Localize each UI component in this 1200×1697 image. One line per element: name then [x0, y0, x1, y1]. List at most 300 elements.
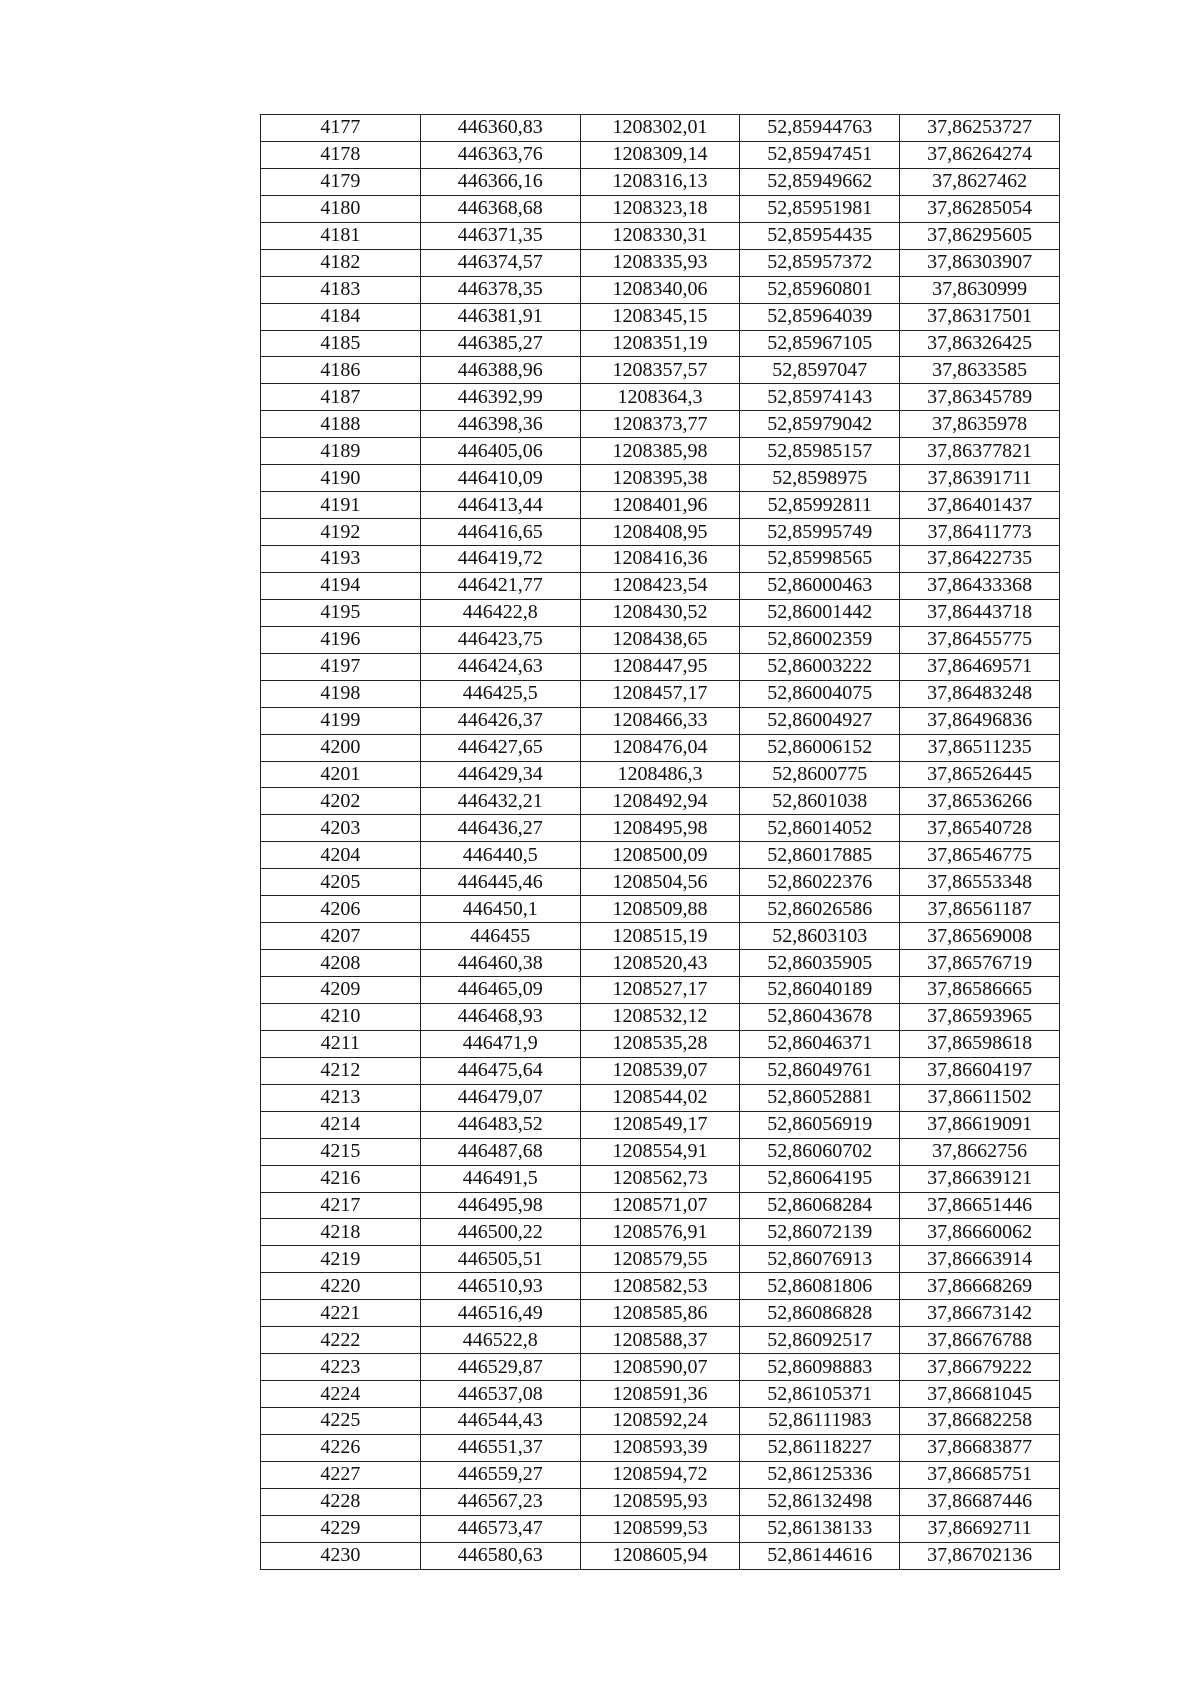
latitude-cell: 52,85992811 — [740, 492, 900, 519]
y-coordinate-cell: 1208544,02 — [580, 1084, 740, 1111]
longitude-cell: 37,86687446 — [900, 1488, 1060, 1515]
latitude-cell: 52,85979042 — [740, 411, 900, 438]
y-coordinate-cell: 1208373,77 — [580, 411, 740, 438]
table-row — [261, 1515, 1060, 1542]
longitude-cell: 37,86469571 — [900, 653, 1060, 680]
longitude-cell: 37,86576719 — [900, 950, 1060, 977]
x-coordinate-cell: 446416,65 — [420, 519, 580, 546]
x-coordinate-cell: 446426,37 — [420, 707, 580, 734]
x-coordinate-cell: 446427,65 — [420, 734, 580, 761]
longitude-cell: 37,86604197 — [900, 1057, 1060, 1084]
longitude-cell: 37,86496836 — [900, 707, 1060, 734]
x-coordinate-cell: 446559,27 — [420, 1461, 580, 1488]
table-row — [261, 1111, 1060, 1138]
table-row — [261, 1138, 1060, 1165]
y-coordinate-cell: 1208430,52 — [580, 599, 740, 626]
x-coordinate-cell: 446544,43 — [420, 1408, 580, 1435]
y-coordinate-cell: 1208316,13 — [580, 168, 740, 195]
point-number-cell: 4192 — [261, 519, 421, 546]
y-coordinate-cell: 1208520,43 — [580, 950, 740, 977]
latitude-cell: 52,85964039 — [740, 303, 900, 330]
x-coordinate-cell: 446450,1 — [420, 896, 580, 923]
table-row — [261, 653, 1060, 680]
y-coordinate-cell: 1208340,06 — [580, 276, 740, 303]
y-coordinate-cell: 1208302,01 — [580, 115, 740, 142]
latitude-cell: 52,8598975 — [740, 465, 900, 492]
point-number-cell: 4199 — [261, 707, 421, 734]
table-row — [261, 1003, 1060, 1030]
point-number-cell: 4189 — [261, 438, 421, 465]
x-coordinate-cell: 446475,64 — [420, 1057, 580, 1084]
y-coordinate-cell: 1208532,12 — [580, 1003, 740, 1030]
x-coordinate-cell: 446471,9 — [420, 1030, 580, 1057]
table-row — [261, 1354, 1060, 1381]
point-number-cell: 4194 — [261, 572, 421, 599]
table-row — [261, 1165, 1060, 1192]
point-number-cell: 4230 — [261, 1542, 421, 1569]
y-coordinate-cell: 1208585,86 — [580, 1300, 740, 1327]
y-coordinate-cell: 1208495,98 — [580, 815, 740, 842]
y-coordinate-cell: 1208590,07 — [580, 1354, 740, 1381]
table-row — [261, 923, 1060, 950]
y-coordinate-cell: 1208385,98 — [580, 438, 740, 465]
coordinates-table-body — [261, 115, 1060, 1570]
x-coordinate-cell: 446436,27 — [420, 815, 580, 842]
point-number-cell: 4214 — [261, 1111, 421, 1138]
latitude-cell: 52,85949662 — [740, 168, 900, 195]
table-row — [261, 1381, 1060, 1408]
x-coordinate-cell: 446460,38 — [420, 950, 580, 977]
longitude-cell: 37,86663914 — [900, 1246, 1060, 1273]
point-number-cell: 4184 — [261, 303, 421, 330]
x-coordinate-cell: 446537,08 — [420, 1381, 580, 1408]
point-number-cell: 4190 — [261, 465, 421, 492]
y-coordinate-cell: 1208395,38 — [580, 465, 740, 492]
latitude-cell: 52,86111983 — [740, 1408, 900, 1435]
x-coordinate-cell: 446465,09 — [420, 977, 580, 1004]
y-coordinate-cell: 1208535,28 — [580, 1030, 740, 1057]
x-coordinate-cell: 446487,68 — [420, 1138, 580, 1165]
longitude-cell: 37,86673142 — [900, 1300, 1060, 1327]
y-coordinate-cell: 1208335,93 — [580, 249, 740, 276]
table-row — [261, 572, 1060, 599]
longitude-cell: 37,86683877 — [900, 1434, 1060, 1461]
latitude-cell: 52,85974143 — [740, 384, 900, 411]
point-number-cell: 4196 — [261, 626, 421, 653]
latitude-cell: 52,86040189 — [740, 977, 900, 1004]
table-row — [261, 1408, 1060, 1435]
point-number-cell: 4217 — [261, 1192, 421, 1219]
longitude-cell: 37,86546775 — [900, 842, 1060, 869]
x-coordinate-cell: 446567,23 — [420, 1488, 580, 1515]
table-row — [261, 438, 1060, 465]
longitude-cell: 37,86253727 — [900, 115, 1060, 142]
y-coordinate-cell: 1208554,91 — [580, 1138, 740, 1165]
latitude-cell: 52,8600775 — [740, 761, 900, 788]
point-number-cell: 4221 — [261, 1300, 421, 1327]
table-row — [261, 1219, 1060, 1246]
longitude-cell: 37,86511235 — [900, 734, 1060, 761]
longitude-cell: 37,86679222 — [900, 1354, 1060, 1381]
longitude-cell: 37,86553348 — [900, 869, 1060, 896]
table-row — [261, 384, 1060, 411]
table-row — [261, 1488, 1060, 1515]
x-coordinate-cell: 446516,49 — [420, 1300, 580, 1327]
longitude-cell: 37,86685751 — [900, 1461, 1060, 1488]
latitude-cell: 52,86068284 — [740, 1192, 900, 1219]
point-number-cell: 4183 — [261, 276, 421, 303]
x-coordinate-cell: 446366,16 — [420, 168, 580, 195]
point-number-cell: 4228 — [261, 1488, 421, 1515]
longitude-cell: 37,8662756 — [900, 1138, 1060, 1165]
x-coordinate-cell: 446510,93 — [420, 1273, 580, 1300]
table-row — [261, 546, 1060, 573]
table-row — [261, 734, 1060, 761]
table-row — [261, 1030, 1060, 1057]
y-coordinate-cell: 1208309,14 — [580, 141, 740, 168]
latitude-cell: 52,8597047 — [740, 357, 900, 384]
point-number-cell: 4198 — [261, 680, 421, 707]
table-row — [261, 357, 1060, 384]
longitude-cell: 37,86326425 — [900, 330, 1060, 357]
x-coordinate-cell: 446495,98 — [420, 1192, 580, 1219]
point-number-cell: 4188 — [261, 411, 421, 438]
point-number-cell: 4216 — [261, 1165, 421, 1192]
longitude-cell: 37,86561187 — [900, 896, 1060, 923]
y-coordinate-cell: 1208592,24 — [580, 1408, 740, 1435]
table-row — [261, 141, 1060, 168]
point-number-cell: 4215 — [261, 1138, 421, 1165]
latitude-cell: 52,86017885 — [740, 842, 900, 869]
longitude-cell: 37,86285054 — [900, 195, 1060, 222]
table-row — [261, 1246, 1060, 1273]
table-row — [261, 1192, 1060, 1219]
longitude-cell: 37,86668269 — [900, 1273, 1060, 1300]
latitude-cell: 52,86076913 — [740, 1246, 900, 1273]
x-coordinate-cell: 446378,35 — [420, 276, 580, 303]
y-coordinate-cell: 1208345,15 — [580, 303, 740, 330]
x-coordinate-cell: 446468,93 — [420, 1003, 580, 1030]
x-coordinate-cell: 446445,46 — [420, 869, 580, 896]
latitude-cell: 52,86004927 — [740, 707, 900, 734]
latitude-cell: 52,86144616 — [740, 1542, 900, 1569]
table-row — [261, 896, 1060, 923]
y-coordinate-cell: 1208582,53 — [580, 1273, 740, 1300]
point-number-cell: 4182 — [261, 249, 421, 276]
x-coordinate-cell: 446425,5 — [420, 680, 580, 707]
x-coordinate-cell: 446429,34 — [420, 761, 580, 788]
table-row — [261, 707, 1060, 734]
latitude-cell: 52,86092517 — [740, 1327, 900, 1354]
latitude-cell: 52,85985157 — [740, 438, 900, 465]
latitude-cell: 52,85954435 — [740, 222, 900, 249]
longitude-cell: 37,86303907 — [900, 249, 1060, 276]
longitude-cell: 37,86433368 — [900, 572, 1060, 599]
latitude-cell: 52,86052881 — [740, 1084, 900, 1111]
latitude-cell: 52,85947451 — [740, 141, 900, 168]
y-coordinate-cell: 1208562,73 — [580, 1165, 740, 1192]
y-coordinate-cell: 1208595,93 — [580, 1488, 740, 1515]
latitude-cell: 52,86125336 — [740, 1461, 900, 1488]
table-row — [261, 411, 1060, 438]
longitude-cell: 37,86401437 — [900, 492, 1060, 519]
point-number-cell: 4181 — [261, 222, 421, 249]
latitude-cell: 52,85995749 — [740, 519, 900, 546]
table-row — [261, 303, 1060, 330]
table-row — [261, 977, 1060, 1004]
table-row — [261, 492, 1060, 519]
table-row — [261, 1300, 1060, 1327]
x-coordinate-cell: 446374,57 — [420, 249, 580, 276]
latitude-cell: 52,86098883 — [740, 1354, 900, 1381]
latitude-cell: 52,86086828 — [740, 1300, 900, 1327]
x-coordinate-cell: 446423,75 — [420, 626, 580, 653]
latitude-cell: 52,85960801 — [740, 276, 900, 303]
longitude-cell: 37,86676788 — [900, 1327, 1060, 1354]
y-coordinate-cell: 1208492,94 — [580, 788, 740, 815]
latitude-cell: 52,86118227 — [740, 1434, 900, 1461]
table-row — [261, 519, 1060, 546]
table-row — [261, 1434, 1060, 1461]
latitude-cell: 52,8603103 — [740, 923, 900, 950]
latitude-cell: 52,85967105 — [740, 330, 900, 357]
table-row — [261, 168, 1060, 195]
x-coordinate-cell: 446405,06 — [420, 438, 580, 465]
longitude-cell: 37,86586665 — [900, 977, 1060, 1004]
longitude-cell: 37,86455775 — [900, 626, 1060, 653]
x-coordinate-cell: 446422,8 — [420, 599, 580, 626]
latitude-cell: 52,86002359 — [740, 626, 900, 653]
latitude-cell: 52,86003222 — [740, 653, 900, 680]
table-row — [261, 1084, 1060, 1111]
x-coordinate-cell: 446413,44 — [420, 492, 580, 519]
y-coordinate-cell: 1208408,95 — [580, 519, 740, 546]
y-coordinate-cell: 1208539,07 — [580, 1057, 740, 1084]
y-coordinate-cell: 1208364,3 — [580, 384, 740, 411]
y-coordinate-cell: 1208401,96 — [580, 492, 740, 519]
y-coordinate-cell: 1208576,91 — [580, 1219, 740, 1246]
table-row — [261, 222, 1060, 249]
y-coordinate-cell: 1208330,31 — [580, 222, 740, 249]
point-number-cell: 4211 — [261, 1030, 421, 1057]
y-coordinate-cell: 1208504,56 — [580, 869, 740, 896]
table-row — [261, 115, 1060, 142]
longitude-cell: 37,86422735 — [900, 546, 1060, 573]
longitude-cell: 37,86569008 — [900, 923, 1060, 950]
table-row — [261, 599, 1060, 626]
latitude-cell: 52,86000463 — [740, 572, 900, 599]
x-coordinate-cell: 446440,5 — [420, 842, 580, 869]
longitude-cell: 37,86692711 — [900, 1515, 1060, 1542]
longitude-cell: 37,86483248 — [900, 680, 1060, 707]
y-coordinate-cell: 1208416,36 — [580, 546, 740, 573]
y-coordinate-cell: 1208515,19 — [580, 923, 740, 950]
point-number-cell: 4206 — [261, 896, 421, 923]
point-number-cell: 4227 — [261, 1461, 421, 1488]
point-number-cell: 4187 — [261, 384, 421, 411]
longitude-cell: 37,8633585 — [900, 357, 1060, 384]
x-coordinate-cell: 446371,35 — [420, 222, 580, 249]
table-row — [261, 842, 1060, 869]
y-coordinate-cell: 1208571,07 — [580, 1192, 740, 1219]
table-row — [261, 195, 1060, 222]
point-number-cell: 4180 — [261, 195, 421, 222]
longitude-cell: 37,86295605 — [900, 222, 1060, 249]
latitude-cell: 52,85944763 — [740, 115, 900, 142]
point-number-cell: 4185 — [261, 330, 421, 357]
table-row — [261, 761, 1060, 788]
point-number-cell: 4224 — [261, 1381, 421, 1408]
point-number-cell: 4225 — [261, 1408, 421, 1435]
point-number-cell: 4201 — [261, 761, 421, 788]
table-row — [261, 626, 1060, 653]
point-number-cell: 4202 — [261, 788, 421, 815]
x-coordinate-cell: 446385,27 — [420, 330, 580, 357]
longitude-cell: 37,86526445 — [900, 761, 1060, 788]
x-coordinate-cell: 446580,63 — [420, 1542, 580, 1569]
latitude-cell: 52,86105371 — [740, 1381, 900, 1408]
point-number-cell: 4195 — [261, 599, 421, 626]
y-coordinate-cell: 1208591,36 — [580, 1381, 740, 1408]
x-coordinate-cell: 446368,68 — [420, 195, 580, 222]
longitude-cell: 37,86593965 — [900, 1003, 1060, 1030]
table-row — [261, 950, 1060, 977]
latitude-cell: 52,86004075 — [740, 680, 900, 707]
table-row — [261, 249, 1060, 276]
latitude-cell: 52,86006152 — [740, 734, 900, 761]
latitude-cell: 52,86060702 — [740, 1138, 900, 1165]
y-coordinate-cell: 1208466,33 — [580, 707, 740, 734]
longitude-cell: 37,86264274 — [900, 141, 1060, 168]
latitude-cell: 52,85998565 — [740, 546, 900, 573]
longitude-cell: 37,86377821 — [900, 438, 1060, 465]
longitude-cell: 37,86681045 — [900, 1381, 1060, 1408]
longitude-cell: 37,8635978 — [900, 411, 1060, 438]
point-number-cell: 4212 — [261, 1057, 421, 1084]
latitude-cell: 52,86026586 — [740, 896, 900, 923]
latitude-cell: 52,86014052 — [740, 815, 900, 842]
longitude-cell: 37,86660062 — [900, 1219, 1060, 1246]
point-number-cell: 4209 — [261, 977, 421, 1004]
latitude-cell: 52,86081806 — [740, 1273, 900, 1300]
table-row — [261, 276, 1060, 303]
table-row — [261, 330, 1060, 357]
y-coordinate-cell: 1208500,09 — [580, 842, 740, 869]
longitude-cell: 37,86317501 — [900, 303, 1060, 330]
x-coordinate-cell: 446529,87 — [420, 1354, 580, 1381]
point-number-cell: 4222 — [261, 1327, 421, 1354]
latitude-cell: 52,86138133 — [740, 1515, 900, 1542]
x-coordinate-cell: 446424,63 — [420, 653, 580, 680]
y-coordinate-cell: 1208357,57 — [580, 357, 740, 384]
longitude-cell: 37,8630999 — [900, 276, 1060, 303]
coordinates-table — [260, 114, 1060, 1570]
x-coordinate-cell: 446483,52 — [420, 1111, 580, 1138]
point-number-cell: 4177 — [261, 115, 421, 142]
y-coordinate-cell: 1208549,17 — [580, 1111, 740, 1138]
longitude-cell: 37,86611502 — [900, 1084, 1060, 1111]
longitude-cell: 37,86619091 — [900, 1111, 1060, 1138]
latitude-cell: 52,86001442 — [740, 599, 900, 626]
table-row — [261, 815, 1060, 842]
point-number-cell: 4210 — [261, 1003, 421, 1030]
y-coordinate-cell: 1208486,3 — [580, 761, 740, 788]
x-coordinate-cell: 446363,76 — [420, 141, 580, 168]
point-number-cell: 4205 — [261, 869, 421, 896]
point-number-cell: 4223 — [261, 1354, 421, 1381]
table-row — [261, 1461, 1060, 1488]
point-number-cell: 4208 — [261, 950, 421, 977]
longitude-cell: 37,86651446 — [900, 1192, 1060, 1219]
longitude-cell: 37,8627462 — [900, 168, 1060, 195]
point-number-cell: 4191 — [261, 492, 421, 519]
point-number-cell: 4200 — [261, 734, 421, 761]
x-coordinate-cell: 446432,21 — [420, 788, 580, 815]
x-coordinate-cell: 446360,83 — [420, 115, 580, 142]
latitude-cell: 52,86046371 — [740, 1030, 900, 1057]
point-number-cell: 4197 — [261, 653, 421, 680]
latitude-cell: 52,85957372 — [740, 249, 900, 276]
latitude-cell: 52,86049761 — [740, 1057, 900, 1084]
longitude-cell: 37,86443718 — [900, 599, 1060, 626]
y-coordinate-cell: 1208476,04 — [580, 734, 740, 761]
x-coordinate-cell: 446381,91 — [420, 303, 580, 330]
latitude-cell: 52,85951981 — [740, 195, 900, 222]
longitude-cell: 37,86391711 — [900, 465, 1060, 492]
y-coordinate-cell: 1208438,65 — [580, 626, 740, 653]
latitude-cell: 52,86072139 — [740, 1219, 900, 1246]
longitude-cell: 37,86345789 — [900, 384, 1060, 411]
y-coordinate-cell: 1208579,55 — [580, 1246, 740, 1273]
x-coordinate-cell: 446500,22 — [420, 1219, 580, 1246]
point-number-cell: 4213 — [261, 1084, 421, 1111]
point-number-cell: 4178 — [261, 141, 421, 168]
point-number-cell: 4226 — [261, 1434, 421, 1461]
x-coordinate-cell: 446573,47 — [420, 1515, 580, 1542]
longitude-cell: 37,86598618 — [900, 1030, 1060, 1057]
x-coordinate-cell: 446455 — [420, 923, 580, 950]
y-coordinate-cell: 1208351,19 — [580, 330, 740, 357]
y-coordinate-cell: 1208599,53 — [580, 1515, 740, 1542]
point-number-cell: 4220 — [261, 1273, 421, 1300]
table-row — [261, 788, 1060, 815]
table-row — [261, 680, 1060, 707]
latitude-cell: 52,86035905 — [740, 950, 900, 977]
point-number-cell: 4203 — [261, 815, 421, 842]
table-row — [261, 1542, 1060, 1569]
longitude-cell: 37,86639121 — [900, 1165, 1060, 1192]
latitude-cell: 52,86132498 — [740, 1488, 900, 1515]
x-coordinate-cell: 446522,8 — [420, 1327, 580, 1354]
latitude-cell: 52,86064195 — [740, 1165, 900, 1192]
y-coordinate-cell: 1208323,18 — [580, 195, 740, 222]
latitude-cell: 52,86043678 — [740, 1003, 900, 1030]
longitude-cell: 37,86411773 — [900, 519, 1060, 546]
x-coordinate-cell: 446419,72 — [420, 546, 580, 573]
y-coordinate-cell: 1208457,17 — [580, 680, 740, 707]
point-number-cell: 4219 — [261, 1246, 421, 1273]
longitude-cell: 37,86682258 — [900, 1408, 1060, 1435]
y-coordinate-cell: 1208593,39 — [580, 1434, 740, 1461]
point-number-cell: 4229 — [261, 1515, 421, 1542]
y-coordinate-cell: 1208509,88 — [580, 896, 740, 923]
point-number-cell: 4218 — [261, 1219, 421, 1246]
point-number-cell: 4193 — [261, 546, 421, 573]
latitude-cell: 52,86022376 — [740, 869, 900, 896]
table-row — [261, 1327, 1060, 1354]
table-row — [261, 465, 1060, 492]
x-coordinate-cell: 446479,07 — [420, 1084, 580, 1111]
